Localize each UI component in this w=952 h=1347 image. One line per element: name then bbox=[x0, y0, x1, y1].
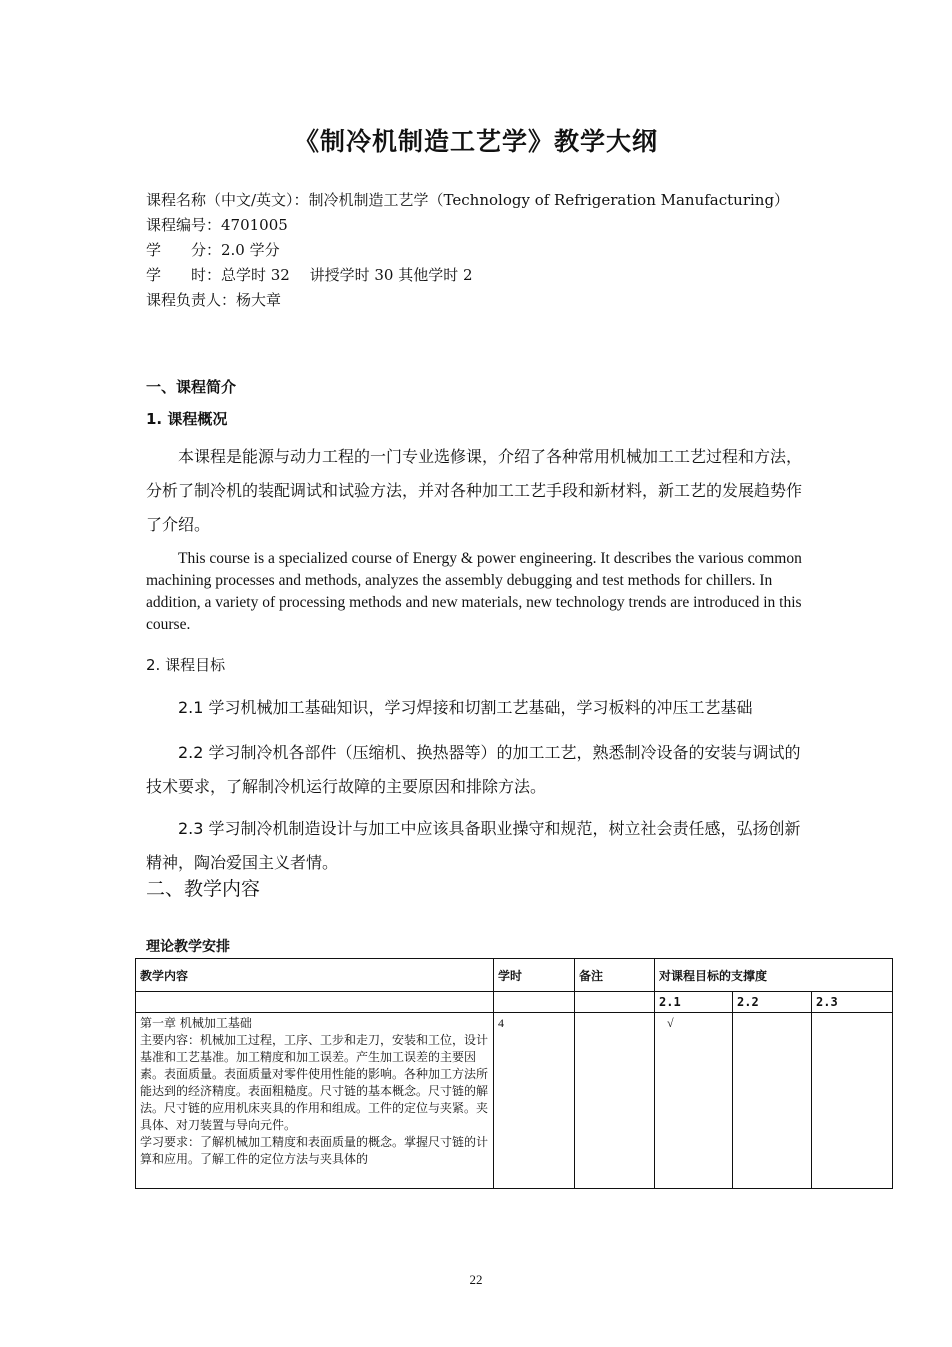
section-heading-content: 二、教学内容 bbox=[146, 878, 261, 900]
course-hours: 学 时：总学时 32 讲授学时 30 其他学时 2 bbox=[146, 266, 473, 284]
subheader-goal-2-3: 2.3 bbox=[812, 992, 893, 1013]
goal-2-3: 2.3 学习制冷机制造设计与加工中应该具备职业操守和规范，树立社会责任感，弘扬创新精神，陶冶爱国主义者情。 bbox=[146, 819, 801, 872]
course-meta bbox=[146, 188, 789, 313]
table-subheader-row bbox=[136, 992, 893, 1013]
row-support-2-1: √ bbox=[655, 1013, 733, 1189]
subheader-goal-2-2: 2.2 bbox=[733, 992, 812, 1013]
header-notes: 备注 bbox=[575, 959, 655, 992]
course-name: 课程名称（中文/英文）：制冷机制造工艺学（Technology of Refrigeration Manufacturing） bbox=[146, 191, 790, 209]
table-row bbox=[136, 1013, 893, 1189]
course-credits: 学 分：2.0 学分 bbox=[146, 241, 280, 259]
overview-en-paragraph: This course is a specialized course of Energy & power engineering. It describes the various common machining processes and methods, analyzes the assembly debugging and test methods for chillers. In addition, a variety of processing methods and new materials, new technology trends are introduced in this course. bbox=[146, 550, 802, 633]
document-title: 《制冷机制造工艺学》教学大纲 bbox=[293, 127, 658, 156]
header-hours: 学时 bbox=[494, 959, 575, 992]
subsection-heading-goals: 2. 课程目标 bbox=[146, 656, 226, 674]
table-header-row bbox=[136, 959, 893, 992]
overview-cn-paragraph: 本课程是能源与动力工程的一门专业选修课，介绍了各种常用机械加工工艺过程和方法，分析了制冷机的装配调试和试验方法，并对各种加工工艺手段和新材料，新工艺的发展趋势作了介绍。 bbox=[146, 447, 803, 534]
section-heading-intro: 一、课程简介 bbox=[146, 378, 237, 396]
header-support: 对课程目标的支撑度 bbox=[655, 959, 893, 992]
subheader-goal-2-1: 2.1 bbox=[655, 992, 733, 1013]
course-code: 课程编号：4701005 bbox=[146, 216, 288, 234]
row-notes bbox=[575, 1013, 655, 1189]
row-support-2-3 bbox=[812, 1013, 893, 1189]
table-title: 理论教学安排 bbox=[146, 939, 230, 955]
goal-2-2: 2.2 学习制冷机各部件（压缩机、换热器等）的加工工艺，熟悉制冷设备的安装与调试的技术要求，了解制冷机运行故障的主要原因和排除方法。 bbox=[146, 743, 801, 796]
course-instructor: 课程负责人：杨大章 bbox=[146, 291, 282, 309]
subsection-heading-overview: 1. 课程概况 bbox=[146, 410, 228, 428]
row-hours: 4 bbox=[494, 1013, 575, 1189]
page-number: 22 bbox=[469, 1272, 483, 1287]
theory-schedule-table bbox=[135, 958, 893, 1189]
row-content-text: 第一章 机械加工基础 主要内容：机械加工过程，工序、工步和走刀，安装和工位，设计基准和工艺基准。加工精度和加工误差。产生加工误差的主要因素。表面质量。表面质量对零件使用性能的影响。各种加工方法所能达到的经济精度。表面粗糙度。尺寸链的基本概念。尺寸链的解法。尺寸链的应用机床夹具的作用和组成。工件的定位与夹紧。夹具体、对刀装置与导向元件。 学习要求：了解机械加工精度和表面质量的概念。掌握尺寸链的计算和应用。了解工件的定位方法与夹具体的 bbox=[140, 1016, 489, 1166]
goal-2-1: 2.1 学习机械加工基础知识，学习焊接和切割工艺基础，学习板料的冲压工艺基础 bbox=[178, 698, 753, 717]
row-content bbox=[136, 1013, 494, 1189]
row-support-2-2 bbox=[733, 1013, 812, 1189]
header-content: 教学内容 bbox=[136, 959, 494, 992]
